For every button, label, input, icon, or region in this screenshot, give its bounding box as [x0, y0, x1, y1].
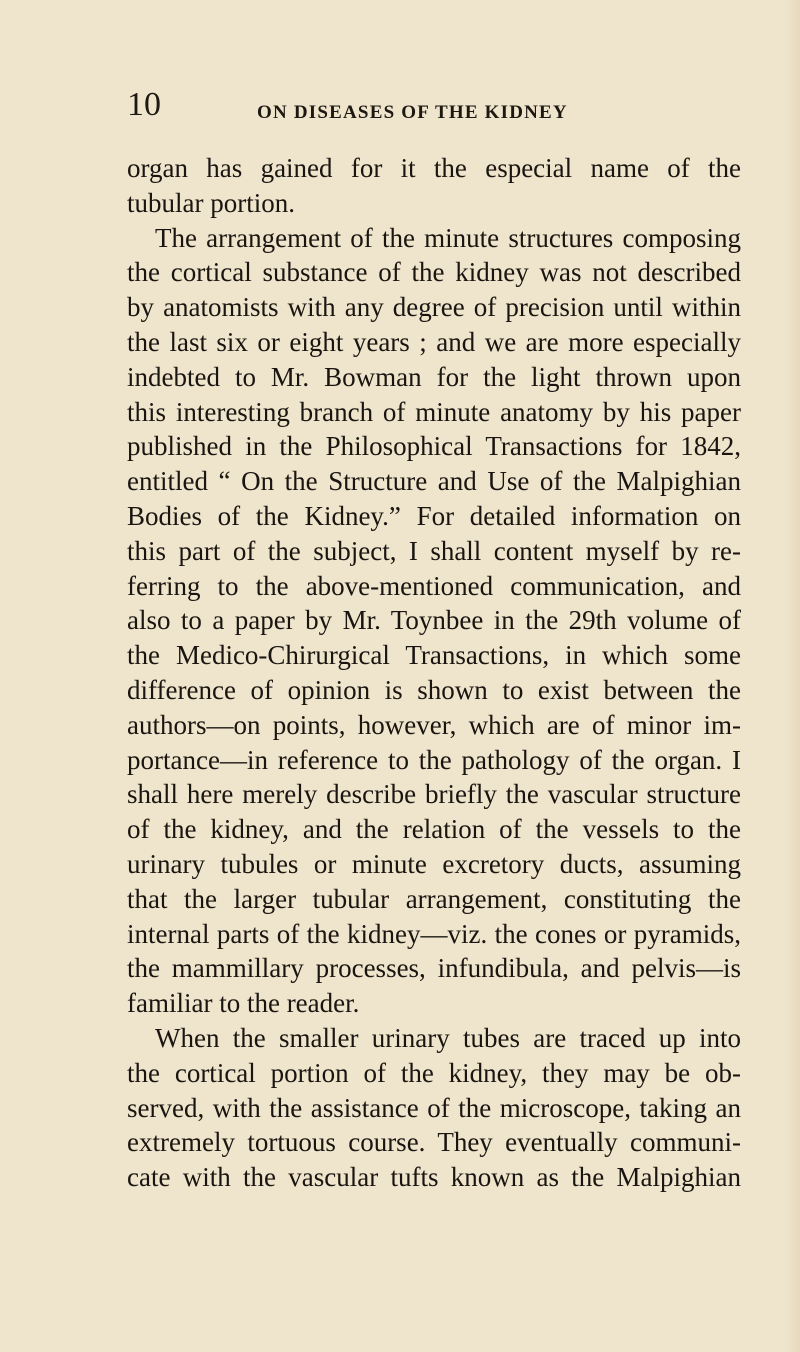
text-line: this part of the subject, I shall content myself by re-	[127, 535, 741, 566]
paragraph-start-line: When the smaller urinary tubes are traced up into	[155, 1022, 741, 1053]
text-line: the mammillary processes, infundibula, and pelvis—is	[127, 953, 741, 984]
paragraph-start-line: The arrangement of the minute structures composing	[155, 222, 741, 253]
text-line: also to a paper by Mr. Toynbee in the 29th volume of	[127, 605, 741, 636]
text-line: the Medico-Chirurgical Transactions, in which some	[127, 640, 741, 671]
text-line: tubular portion.	[127, 187, 295, 218]
page-edge	[786, 0, 800, 1352]
text-line: Bodies of the Kidney.” For detailed information on	[127, 500, 741, 531]
text-line: that the larger tubular arrangement, constituting the	[127, 883, 741, 914]
text-line: authors—on points, however, which are of minor im-	[127, 709, 741, 740]
body-text	[127, 151, 741, 1195]
text-line: by anatomists with any degree of precision until within	[127, 292, 741, 323]
text-line: ferring to the above-mentioned communication, and	[127, 570, 741, 601]
text-line: urinary tubules or minute excretory ducts, assuming	[127, 848, 741, 879]
text-line: organ has gained for it the especial name of the	[127, 153, 741, 183]
text-line: of the kidney, and the relation of the vessels to the	[127, 814, 741, 845]
running-title: ON DISEASES OF THE KIDNEY	[257, 102, 568, 123]
text-line: difference of opinion is shown to exist between the	[127, 674, 741, 705]
running-head	[127, 88, 737, 128]
text-line: familiar to the reader.	[127, 988, 360, 1019]
text-line: the cortical portion of the kidney, they may be ob-	[127, 1057, 741, 1088]
text-line: portance—in reference to the pathology of the organ. I	[127, 744, 741, 775]
page-number: 10	[127, 86, 161, 123]
text-line: the last six or eight years ; and we are more especially	[127, 326, 741, 357]
text-line: the cortical substance of the kidney was not described	[127, 257, 741, 288]
text-line: extremely tortuous course. They eventually communi-	[127, 1127, 741, 1158]
text-line: indebted to Mr. Bowman for the light thrown upon	[127, 361, 741, 392]
text-line: entitled “ On the Structure and Use of the Malpighian	[127, 466, 741, 497]
text-line: shall here merely describe briefly the vascular structure	[127, 779, 741, 810]
text-line: published in the Philosophical Transactions for 1842,	[127, 431, 741, 462]
text-line: this interesting branch of minute anatomy by his paper	[127, 396, 741, 427]
text-line: cate with the vascular tufts known as the Malpighian	[127, 1162, 741, 1193]
text-line: internal parts of the kidney—viz. the cones or pyramids,	[127, 918, 741, 949]
text-line: served, with the assistance of the microscope, taking an	[127, 1092, 741, 1123]
